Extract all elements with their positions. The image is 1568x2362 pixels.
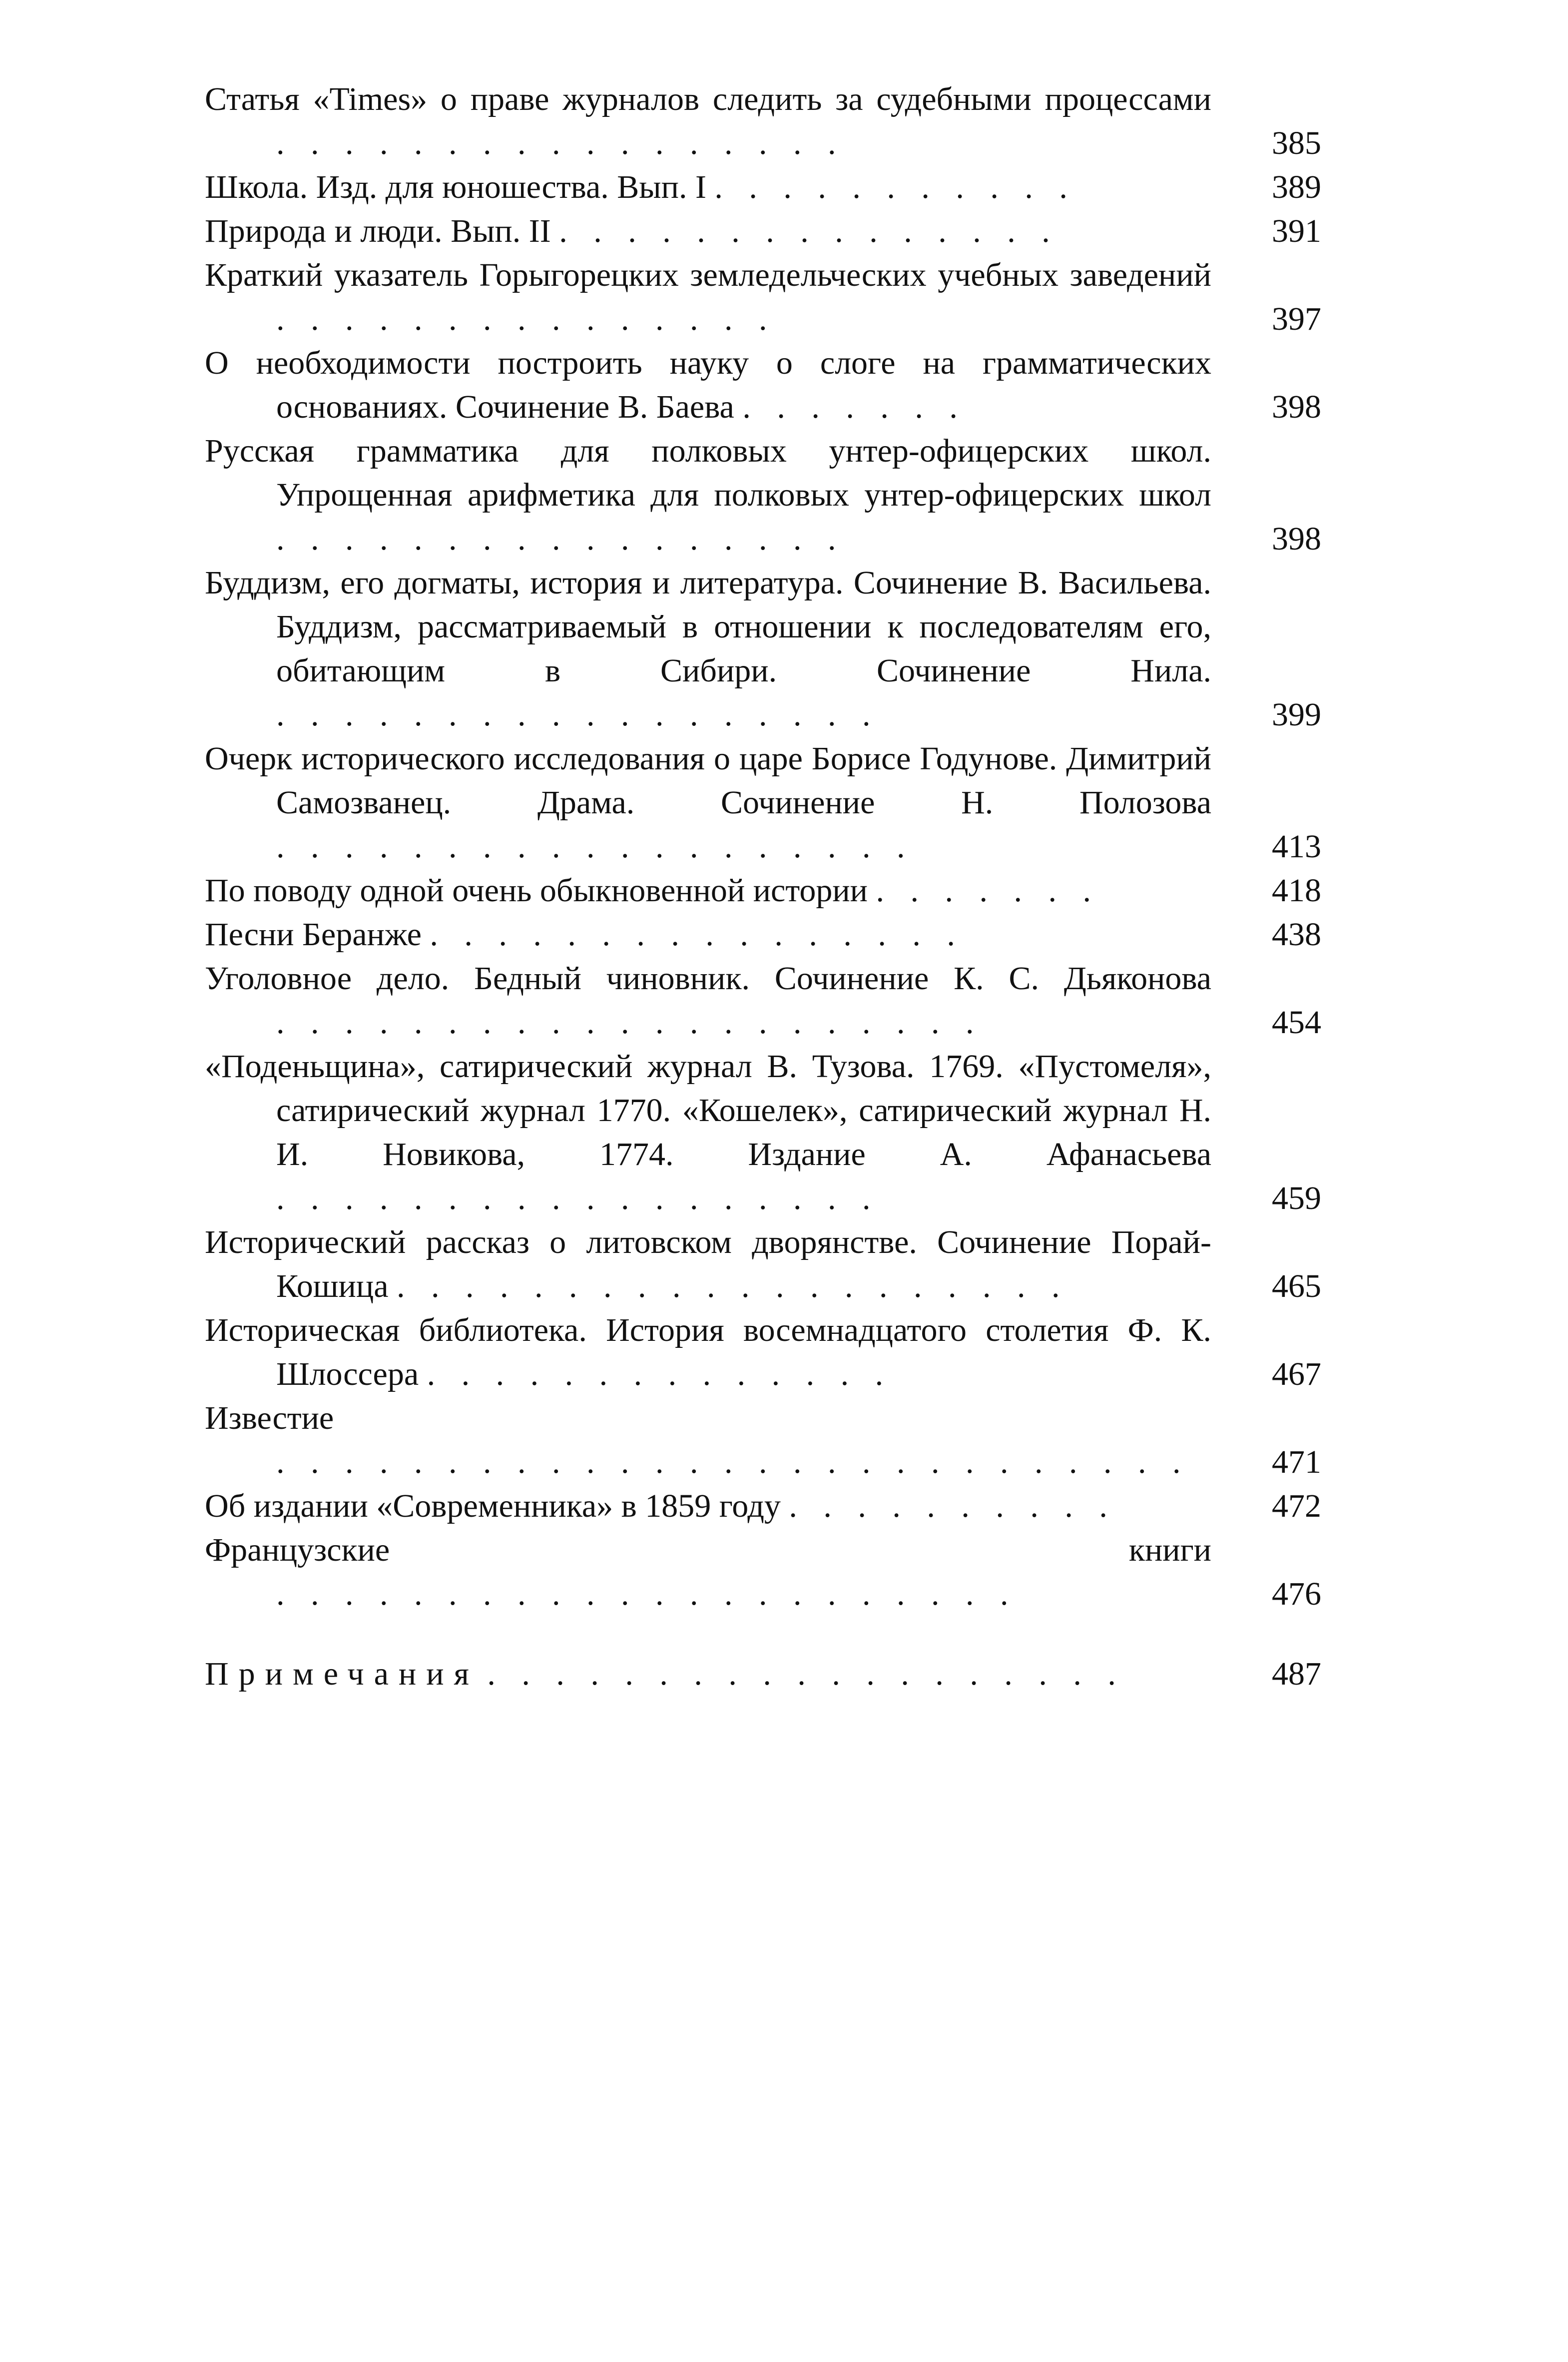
toc-page-number: 465 xyxy=(1272,1268,1321,1304)
toc-entry-title: Об издании «Современника» в 1859 году xyxy=(205,1488,781,1524)
toc-entry xyxy=(205,957,1321,1045)
toc-entry-title: Статья «Times» о праве журналов следить за судебными процессами xyxy=(205,81,1211,117)
toc-leader-dots: . . . . . . . . . . . . . . . xyxy=(276,301,776,337)
toc-entry xyxy=(205,341,1321,429)
toc-page-number: 391 xyxy=(1272,213,1321,249)
toc-page-number: 399 xyxy=(1272,696,1321,733)
toc-leader-dots: . . . . . . . . . . . . . . . . . . xyxy=(276,1180,880,1216)
toc-entry-title: Французские книги xyxy=(205,1532,1211,1568)
toc-entry xyxy=(205,869,1321,913)
toc-leader-dots: . . . . . . . . . . . . . . . . . . . . xyxy=(397,1268,1069,1304)
toc-page-number: 413 xyxy=(1272,828,1321,865)
toc-leader-dots: . . . . . . . . . . . . . . . . . . . . . . . . . . . xyxy=(276,1444,1190,1480)
toc-entry xyxy=(205,209,1321,253)
toc-leader-dots: . . . . . . . . . . . . . . . . . . . xyxy=(487,1656,1125,1692)
toc-page-number: 389 xyxy=(1272,169,1321,205)
toc-entry-title: Школа. Изд. для юношества. Вып. I xyxy=(205,169,706,205)
toc-entry xyxy=(205,1484,1321,1528)
toc-entry xyxy=(205,429,1321,561)
toc-entry-title: Историческая библиотека. История восемнадцатого столетия Ф. К. Шлоссера xyxy=(205,1312,1211,1392)
toc-entry xyxy=(205,737,1321,869)
toc-entry xyxy=(205,913,1321,957)
toc-leader-dots: . . . . . . . . . . . . . . . xyxy=(559,213,1059,249)
table-of-contents xyxy=(205,77,1321,1696)
toc-entry-title: Буддизм, его догматы, история и литература. Сочинение В. Васильева. Буддизм, рассматриваемый в отношении к последователям его, обитающим в Сибири. Сочинение Нила. xyxy=(205,565,1211,689)
toc-entry xyxy=(205,77,1321,165)
toc-entry-title: Примечания xyxy=(205,1656,479,1692)
toc-leader-dots: . . . . . . . . . . . . . . . . . . . . . . xyxy=(276,1576,1018,1612)
toc-page-number: 438 xyxy=(1272,916,1321,953)
toc-entry xyxy=(205,1528,1321,1616)
toc-leader-dots: . . . . . . . . . . . . . . . . . . . . . xyxy=(276,1004,983,1041)
toc-entry-title: По поводу одной очень обыкновенной истории xyxy=(205,872,868,909)
toc-page-number: 459 xyxy=(1272,1180,1321,1216)
toc-entry-notes xyxy=(205,1652,1321,1696)
toc-entry-title: «Поденьщина», сатирический журнал В. Тузова. 1769. «Пустомеля», сатирический журнал 1770. «Кошелек», сатирический журнал Н. И. Новикова, 1774. Издание А. Афанасьева xyxy=(205,1048,1211,1173)
toc-entry xyxy=(205,561,1321,737)
toc-page-number: 476 xyxy=(1272,1576,1321,1612)
toc-entries xyxy=(205,77,1321,1616)
toc-leader-dots: . . . . . . . . . . . . . . . . . xyxy=(276,521,845,557)
toc-page-number: 398 xyxy=(1272,521,1321,557)
toc-entry xyxy=(205,1396,1321,1484)
toc-entry-title: Уголовное дело. Бедный чиновник. Сочинение К. С. Дьяконова xyxy=(205,960,1211,997)
toc-entry-title: Краткий указатель Горыгорецких земледельческих учебных заведений xyxy=(205,257,1211,293)
toc-entry xyxy=(205,1220,1321,1308)
toc-entry-title: Известие xyxy=(205,1400,334,1436)
toc-entry-title: Исторический рассказ о литовском дворянстве. Сочинение Порай-Кошица xyxy=(205,1224,1211,1304)
toc-leader-dots: . . . . . . . . . . . . . . xyxy=(427,1356,893,1392)
toc-leader-dots: . . . . . . . xyxy=(876,872,1100,909)
toc-page-number: 397 xyxy=(1272,301,1321,337)
toc-leader-dots: . . . . . . . xyxy=(742,389,967,425)
toc-page-number: 487 xyxy=(1272,1656,1321,1692)
toc-entry xyxy=(205,1308,1321,1396)
toc-page-number: 472 xyxy=(1272,1488,1321,1524)
toc-entry-title: Очерк исторического исследования о царе Борисе Годунове. Димитрий Самозванец. Драма. Сочинение Н. Полозова xyxy=(205,740,1211,821)
toc-entry xyxy=(205,165,1321,209)
toc-leader-dots: . . . . . . . . . . . . . . . . xyxy=(430,916,964,953)
toc-page-number: 471 xyxy=(1272,1444,1321,1480)
toc-entry-title: О необходимости построить науку о слоге на грамматических основаниях. Сочинение В. Баева xyxy=(205,345,1211,425)
toc-entry-title: Русская грамматика для полковых унтер-офицерских школ. Упрощенная арифметика для полковых унтер-офицерских школ xyxy=(205,433,1211,513)
toc-page-number: 398 xyxy=(1272,389,1321,425)
toc-entry xyxy=(205,253,1321,341)
toc-entry xyxy=(205,1045,1321,1220)
toc-page-number: 467 xyxy=(1272,1356,1321,1392)
toc-leader-dots: . . . . . . . . . . . . . . . . . . xyxy=(276,696,880,733)
toc-leader-dots: . . . . . . . . . . . xyxy=(714,169,1076,205)
toc-page-number: 385 xyxy=(1272,125,1321,161)
toc-entry-title: Песни Беранже xyxy=(205,916,422,953)
toc-page-number: 418 xyxy=(1272,872,1321,909)
toc-page-number: 454 xyxy=(1272,1004,1321,1041)
toc-leader-dots: . . . . . . . . . . . . . . . . . xyxy=(276,125,845,161)
toc-leader-dots: . . . . . . . . . . . . . . . . . . . xyxy=(276,828,914,865)
toc-entry-title: Природа и люди. Вып. II xyxy=(205,213,551,249)
toc-leader-dots: . . . . . . . . . . xyxy=(789,1488,1116,1524)
